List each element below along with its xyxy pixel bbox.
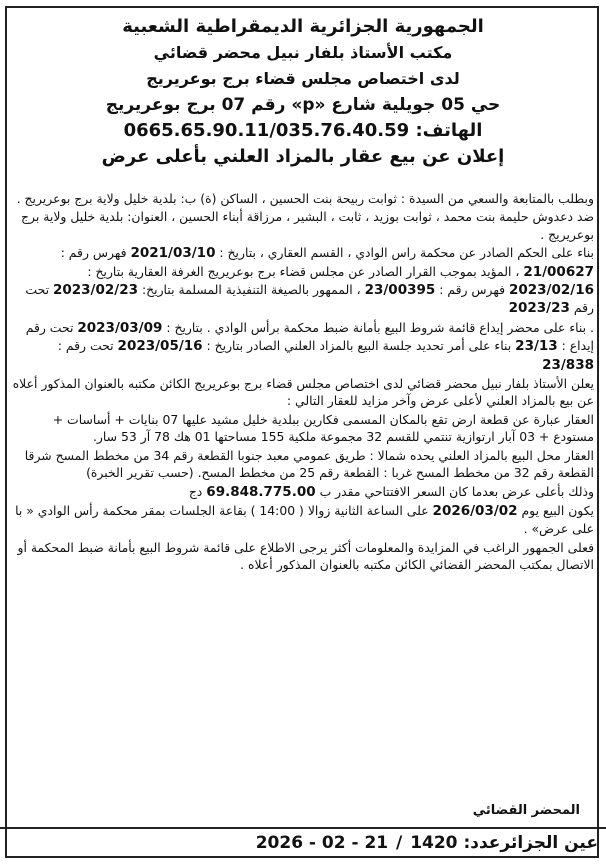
session-order-number: 23/838 (542, 356, 594, 373)
jurisdiction-line: لدى اختصاص مجلس قضاء برج بوعريريج (146, 69, 460, 88)
notice-paragraph: يعلن الأستاذ بلفار نبيل محضر قضائي لدى اختصاص مجلس قضاء برج بوعريريج الكائن مكتبه بالعنوان المذكور أعلاه عن بيع بالمزاد العلني لأعلى عرض وآخر مزايد للعقار التالي : (12, 376, 594, 409)
defendants-paragraph: ضد دعدوش حليمة بنت محمد ، ثوابت بوزيد ، ثابت ، البشير ، مرزاقة أبناء الحسين ، العنوان: بلدية خليل ولاية برج بوعريريج . (21, 209, 594, 242)
deposit-paragraph: . بناء على محضر إيداع قائمة شروط البيع بأمانة ضبط محكمة برأس الوادي . بتاريخ : 2023/03/09 تحت رقم إيداع : 23/13 بناء على أمر تحديد جلسة البيع بالمزاد العلني الصادر بتاريخ : 2023/05/16 تحت رقم : 23/838 (25, 319, 594, 373)
phone-numbers: 0665.65.90.11/035.76.40.59 (123, 120, 410, 141)
opening-price: 69.848.775.00 (206, 483, 316, 500)
property-description: العقار عبارة عن قطعة ارض تقع بالمكان المسمى فكارين ببلدية خليل مشيد عليها 07 بنايات + أساسات + مستودع + 03 آبار ارتوازية تنتمي للقسم 32 مجموعة ملكية 155 مساحتها 01 هك 78 آر 53 سار. (52, 411, 594, 445)
opening-price-paragraph: وذلك بأعلى عرض بعدما كان السعر الافتتاحي مقدر ب 69.848.775.00 دج (188, 483, 594, 500)
announcement-body (12, 190, 594, 575)
judgment-paragraph: بناء على الحكم الصادر عن محكمة راس الوادي ، القسم العقاري ، بتاريخ : 2021/03/10 فهرس رقم : 21/00627 ، المؤيد بموجب القرار الصادر عن مجلس قضاء برج بوعريريج الغرفة العقارية بتاريخ : 2023/02/16 فهرس رقم : 23/00395 ، الممهور بالصيغة التنفيذية المسلمة بتاريخ: 2023/02/23 تحت رقم 2023/23 (25, 245, 594, 317)
footer-label: عين الجزائرعدد: (463, 833, 598, 853)
judgment-date: 2021/03/10 (130, 245, 216, 262)
phone-line (12, 118, 594, 144)
public-notice-paragraph: فعلى الجمهور الراغب في المزايدة والمعلومات أكثر يرجى الاطلاع على قائمة شروط البيع بأمانة ضبط المحكمة أو الاتصال بمكتب المحضر القضائي الكائن مكتبه بالعنوان المذكور أعلاه . (17, 539, 594, 573)
property-boundaries: العقار محل البيع بالمزاد العلني يحده شمالا : طريق عمومي معبد جنوبا القطعة رقم 34 من مخطط المسح شرقا القطعة رقم 32 من مخطط المسح غربا : القطعة رقم 25 من مخطط المسح. (حسب تقرير الخبرة) (24, 447, 594, 481)
phone-label: :الهاتف (415, 120, 483, 141)
office-name: مكتب الأستاذ بلفار نبيل محضر قضائي (153, 43, 453, 62)
footer-separator: / (396, 833, 403, 853)
deposit-number: 23/13 (515, 338, 558, 355)
enforcement-date: 2023/02/23 (52, 282, 138, 299)
deposit-date: 2023/03/09 (77, 319, 163, 336)
announcement-title: إعلان عن بيع عقار بالمزاد العلني بأعلى عرض (101, 146, 505, 167)
newspaper-footer (0, 827, 606, 859)
sale-date: 2026/03/02 (432, 502, 518, 519)
bailiff-signature: المحضر القضائي (472, 803, 580, 818)
announcement-header (12, 14, 594, 170)
session-order-date: 2023/05/16 (117, 338, 203, 355)
appeal-date: 2023/02/16 (508, 282, 594, 299)
republic-title: الجمهورية الجزائرية الديمقراطية الشعبية (122, 16, 484, 37)
office-address: حي 05 جويلية شارع «p» رقم 07 برج بوعريريج (105, 95, 501, 115)
enforcement-number: 2023/23 (508, 300, 570, 317)
appeal-index: 23/00395 (364, 282, 436, 299)
issue-number: 1420 (410, 833, 458, 853)
judgment-index: 21/00627 (523, 263, 594, 280)
issue-date: 2026 - 02 - 21 (255, 833, 389, 853)
petitioner-paragraph: وبطلب بالمتابعة والسعي من السيدة : ثوابت ربيحة بنت الحسين ، الساكن (ة) ب: بلدية خليل ولاية برج بوعريريج . (16, 191, 594, 206)
sale-date-paragraph: يكون البيع يوم 2026/03/02 على الساعة الثانية زوالا ( 14:00 ) بقاعة الجلسات بمقر محكمة رأس الوادي « با على عرض» . (15, 502, 594, 537)
